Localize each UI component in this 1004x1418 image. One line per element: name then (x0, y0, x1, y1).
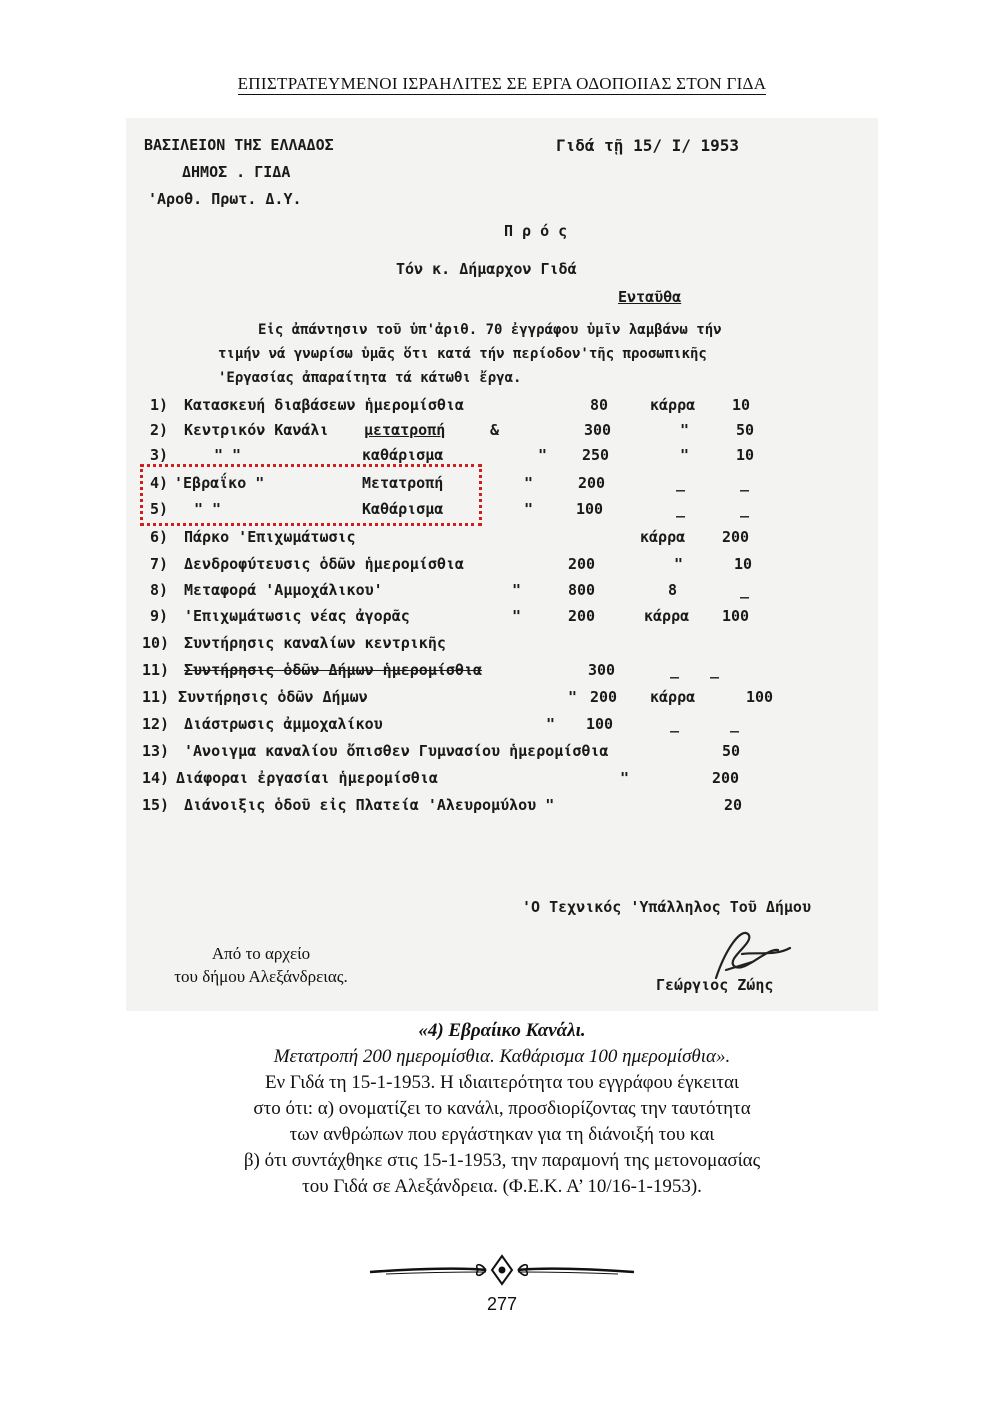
caption-quote: Μετατροπή 200 ημερομίσθια. Καθάρισμα 100 ημερομίσθια». (273, 1046, 731, 1067)
row-unit: _ (670, 715, 680, 733)
letter-recipient: Τόν κ. Δήμαρχον Γιδά (396, 260, 577, 278)
row-quantity: 300 (584, 421, 612, 439)
running-head-text: ΕΠΙΣΤΡΑΤΕΥΜΕΝΟΙ ΙΣΡΑΗΛΙΤΕΣ ΣΕ ΕΡΓΑ ΟΔΟΠΟΙΙΑΣ ΣΤΟΝ ΓΙΔΑ (237, 74, 767, 93)
row-description-2: καθάρισμα (362, 446, 444, 464)
row-unit: κάρρα (644, 607, 690, 625)
row-quantity: 200 (590, 688, 618, 706)
row-unit: _ (670, 661, 680, 679)
table-row (142, 715, 870, 737)
letter-date: Γιδά τῇ 15/ Ι/ 1953 (556, 136, 740, 155)
sender-line-2: ΔΗΜΟΣ . ΓΙΔΑ (182, 163, 291, 181)
row-quantity: 800 (568, 581, 596, 599)
caption-line: Εν Γιδά τη 15-1-1953. Η ιδιαιτερότητα του εγγράφου έγκειται (264, 1072, 740, 1093)
row-unit: κάρρα (650, 396, 696, 414)
row-description-2: Μετατροπή (362, 474, 444, 492)
sender-line-3: 'Αροθ. Πρωτ. Δ.Υ. (148, 190, 302, 208)
row-unit: " (680, 421, 690, 439)
row-number: 12) (142, 715, 170, 733)
table-row (150, 528, 870, 550)
row-unit: 50 (722, 742, 741, 760)
row-mark: " (568, 688, 578, 706)
row-description: 'Επιχωμάτωσις νέας ἀγορᾶς (184, 607, 410, 625)
row-value: 200 (722, 528, 750, 546)
row-description: Δενδροφύτευσις ὁδῶν ἡμερομίσθια (184, 555, 464, 573)
highlight-box (140, 464, 482, 526)
intro-line-1: Εἰς ἀπάντησιν τοῦ ὑπ'ἀριθ. 70 ἐγγράφου ὑμῖν λαμβάνω τήν (258, 322, 722, 338)
intro-line-2: τιμήν νά γνωρίσω ὑμᾶς ὅτι κατά τήν περίοδον'τῆς προσωπικῆς (218, 346, 707, 362)
table-row (142, 742, 870, 764)
row-description: Πάρκο 'Επιχωμάτωσις (184, 528, 356, 546)
row-unit: 200 (712, 769, 740, 787)
row-value: _ (740, 581, 750, 599)
row-quantity: 100 (576, 500, 604, 518)
row-quantity: 200 (568, 607, 596, 625)
row-description: Μεταφορά 'Αμμοχάλικου' (184, 581, 383, 599)
row-description: " " (194, 500, 222, 518)
letter-pros: Π ρ ό ς (504, 222, 568, 240)
row-unit: _ (676, 474, 686, 492)
table-row (142, 688, 870, 710)
row-value: 10 (736, 446, 755, 464)
row-value: _ (730, 715, 740, 733)
page-number: 277 (486, 1294, 518, 1314)
row-number: 5) (150, 500, 169, 518)
row-quantity: 100 (586, 715, 614, 733)
row-mark: & (490, 421, 500, 439)
row-description: Συντήρησις ὁδῶν Δήμων ἡμερομίσθια (184, 661, 483, 679)
row-number: 9) (150, 607, 169, 625)
letter-signer: Γεώργιος Ζώης (656, 976, 774, 994)
table-row (150, 607, 870, 629)
sender-line-1: ΒΑΣΙΛΕΙΟΝ ΤΗΣ ΕΛΛΑΔΟΣ (144, 136, 334, 154)
row-mark: " (512, 607, 522, 625)
letter-closing: 'Ο Τεχνικός 'Υπάλληλος Τοῦ Δήμου (522, 898, 811, 916)
row-number: 14) (142, 769, 170, 787)
row-mark: " (620, 769, 630, 787)
row-description-2: Καθάρισμα (362, 500, 444, 518)
row-value: 10 (734, 555, 753, 573)
row-number: 3) (150, 446, 169, 464)
row-description-2: μετατροπή (364, 421, 446, 439)
table-row (142, 769, 870, 791)
row-number: 10) (142, 634, 170, 652)
row-unit: _ (676, 500, 686, 518)
table-row (142, 796, 870, 818)
row-description: Διάστρωσις ἀμμοχαλίκου (184, 715, 383, 733)
row-mark: " (512, 581, 522, 599)
figure-caption (0, 1018, 1004, 1200)
row-value: _ (740, 474, 750, 492)
row-description: Κατασκευή διαβάσεων ἡμερομίσθια (184, 396, 464, 414)
row-value: 50 (736, 421, 755, 439)
row-unit: 20 (724, 796, 743, 814)
row-description: 'Εβραΐκο " (174, 474, 265, 492)
row-description: 'Ανοιγμα καναλίου ὄπισθεν Γυμνασίου ἡμερομίσθια (184, 742, 609, 760)
table-row (142, 634, 870, 656)
ornament-divider-icon (366, 1250, 638, 1290)
row-description: " " (214, 446, 242, 464)
caption-line: των ανθρώπων που εργάστηκαν για τη διάνοιξή του και (289, 1124, 715, 1145)
row-quantity: 200 (578, 474, 606, 492)
row-mark: " (524, 474, 534, 492)
row-description: Διάνοιξις ὁδοῦ εἰς Πλατεία 'Αλευρομύλου " (184, 796, 555, 814)
archive-caption-line-2: του δήμου Αλεξάνδρειας. (174, 967, 348, 986)
archive-caption (126, 942, 396, 988)
row-description: Διάφοραι ἐργασίαι ἡμερομίσθια (176, 769, 438, 787)
row-value: 100 (746, 688, 774, 706)
row-number: 11) (142, 688, 170, 706)
row-value: 100 (722, 607, 750, 625)
row-value: 10 (732, 396, 751, 414)
row-unit: κάρρα (640, 528, 686, 546)
caption-title: «4) Εβραίικο Κανάλι. (418, 1020, 586, 1041)
row-number: 1) (150, 396, 169, 414)
row-unit: " (674, 555, 684, 573)
row-number: 6) (150, 528, 169, 546)
scanned-letter (126, 118, 878, 1011)
row-number: 13) (142, 742, 170, 760)
row-number: 7) (150, 555, 169, 573)
row-unit: 8 (668, 581, 678, 599)
caption-line: στο ότι: α) ονοματίζει το κανάλι, προσδιορίζοντας την ταυτότητα (253, 1098, 751, 1119)
row-number: 2) (150, 421, 169, 439)
letter-place: Ενταῦθα (618, 288, 682, 306)
row-quantity: 200 (568, 555, 596, 573)
archive-caption-line-1: Από το αρχείο (211, 944, 311, 963)
row-mark: " (546, 715, 556, 733)
caption-line: του Γιδά σε Αλεξάνδρεια. (Φ.Ε.Κ. Α’ 10/16-1-1953). (302, 1176, 702, 1197)
table-row (150, 581, 870, 603)
row-value: _ (710, 661, 720, 679)
row-quantity: 250 (582, 446, 610, 464)
row-mark: " (524, 500, 534, 518)
intro-line-3: 'Εργασίας ἀπαραίτητα τά κάτωθι ἔργα. (218, 370, 522, 386)
row-description: Συντήρησις καναλίων κεντρικῆς (184, 634, 446, 652)
row-mark: " (538, 446, 548, 464)
row-number: 15) (142, 796, 170, 814)
row-number: 8) (150, 581, 169, 599)
table-row (150, 421, 870, 443)
row-quantity: 80 (590, 396, 609, 414)
table-row (142, 661, 870, 683)
table-row (150, 396, 870, 418)
running-head (0, 74, 1004, 94)
row-value: _ (740, 500, 750, 518)
row-unit: " (680, 446, 690, 464)
row-number: 11) (142, 661, 170, 679)
row-description: Κεντρικόν Κανάλι (184, 421, 329, 439)
table-row (150, 555, 870, 577)
row-number: 4) (150, 474, 169, 492)
row-quantity: 300 (588, 661, 616, 679)
row-unit: κάρρα (650, 688, 696, 706)
caption-line: β) ότι συντάχθηκε στις 15-1-1953, την παραμονή της μετονομασίας (243, 1150, 761, 1171)
row-description: Συντήρησις ὁδῶν Δήμων (178, 688, 368, 706)
